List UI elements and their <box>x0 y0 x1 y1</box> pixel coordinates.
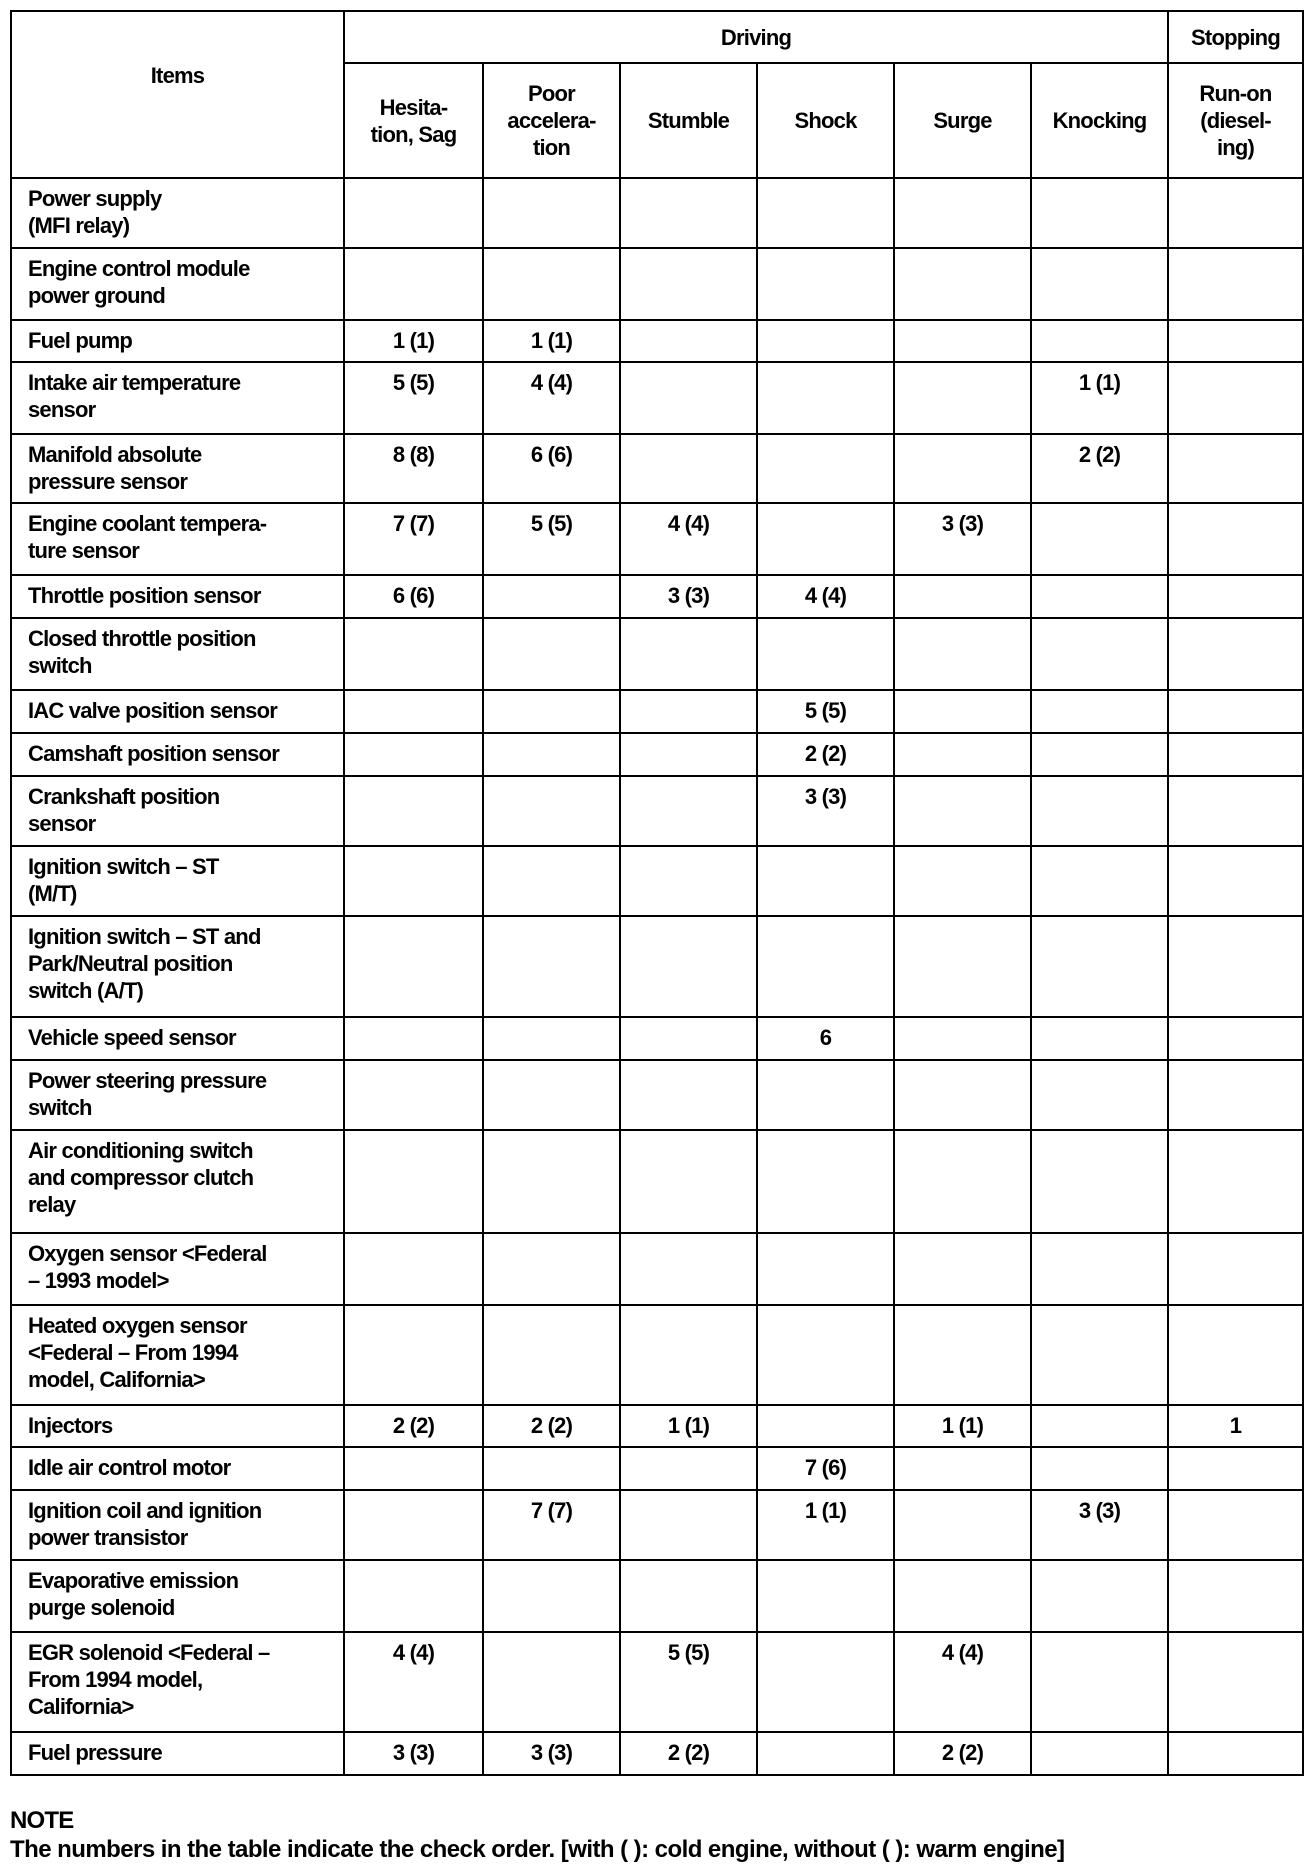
check-order-cell: 4 (4) <box>757 575 894 618</box>
check-order-cell <box>757 503 894 575</box>
table-row <box>11 618 1303 690</box>
check-order-cell: 7 (6) <box>757 1447 894 1490</box>
column-header-line: Poor <box>528 81 575 106</box>
check-order-cell: 6 <box>757 1017 894 1060</box>
item-label <box>11 1732 344 1775</box>
check-order-cell <box>620 362 757 434</box>
item-label-line: sensor <box>28 397 96 422</box>
check-order-cell: 1 (1) <box>344 320 483 362</box>
check-order-cell <box>1168 733 1303 776</box>
item-label-line: switch (A/T) <box>28 978 144 1003</box>
item-label-line: Engine control module <box>28 256 250 281</box>
check-order-cell <box>1168 1017 1303 1060</box>
item-label-line: switch <box>28 1095 92 1120</box>
item-label <box>11 1632 344 1732</box>
check-order-cell <box>1031 178 1168 248</box>
item-label-line: From 1994 model, <box>28 1667 203 1692</box>
check-order-cell <box>344 733 483 776</box>
check-order-cell <box>1031 916 1168 1017</box>
check-order-cell <box>894 1233 1031 1305</box>
check-order-cell <box>1168 618 1303 690</box>
item-label-line: Evaporative emission <box>28 1568 239 1593</box>
check-order-cell: 2 (2) <box>894 1732 1031 1775</box>
check-order-cell <box>1031 776 1168 846</box>
column-header-line: Run-on <box>1199 81 1272 106</box>
table-row <box>11 1447 1303 1490</box>
check-order-cell <box>1031 1060 1168 1130</box>
item-label-line: relay <box>28 1192 76 1217</box>
check-order-cell <box>1031 320 1168 362</box>
column-header-line: Stumble <box>647 108 730 133</box>
check-order-cell <box>757 178 894 248</box>
table-row <box>11 690 1303 733</box>
note-title: NOTE <box>10 1807 74 1834</box>
column-header-line: ing) <box>1216 135 1255 160</box>
check-order-cell <box>894 690 1031 733</box>
item-label-line: – 1993 model> <box>28 1268 169 1293</box>
item-label-line: Engine coolant tempera- <box>28 511 267 536</box>
item-label <box>11 1405 344 1447</box>
table-row <box>11 733 1303 776</box>
item-label-line: (MFI relay) <box>28 213 130 238</box>
table-row <box>11 1130 1303 1233</box>
item-label <box>11 846 344 916</box>
item-label-line: Fuel pressure <box>28 1740 162 1765</box>
check-order-cell: 5 (5) <box>344 362 483 434</box>
item-label-line: Ignition switch – ST <box>28 854 219 879</box>
check-order-cell <box>483 1560 620 1632</box>
check-order-cell <box>757 916 894 1017</box>
column-header-line: Hesita- <box>379 94 448 120</box>
check-order-cell: 2 (2) <box>1031 434 1168 503</box>
check-order-cell <box>620 1490 757 1560</box>
check-order-cell <box>757 846 894 916</box>
check-order-cell <box>894 1305 1031 1405</box>
table-row <box>11 1560 1303 1632</box>
check-order-cell <box>894 1447 1031 1490</box>
check-order-cell <box>483 1305 620 1405</box>
check-order-cell <box>1168 1447 1303 1490</box>
check-order-cell <box>1031 1233 1168 1305</box>
column-header <box>757 63 894 178</box>
check-order-cell: 3 (3) <box>757 776 894 846</box>
item-label-line: purge solenoid <box>28 1595 175 1620</box>
check-order-cell <box>1168 503 1303 575</box>
table-row <box>11 776 1303 846</box>
check-order-cell <box>1031 1560 1168 1632</box>
check-order-cell <box>1031 1305 1168 1405</box>
check-order-cell: 8 (8) <box>344 434 483 503</box>
check-order-cell <box>894 916 1031 1017</box>
check-order-cell <box>1031 733 1168 776</box>
item-label-line: Park/Neutral position <box>28 951 233 976</box>
table-row <box>11 1305 1303 1405</box>
check-order-cell <box>483 1447 620 1490</box>
check-order-cell <box>344 1305 483 1405</box>
column-header-line: Shock <box>794 108 857 133</box>
column-header-line: tion <box>532 135 571 160</box>
check-order-cell <box>1031 846 1168 916</box>
check-order-cell <box>344 1130 483 1233</box>
check-order-cell <box>483 1130 620 1233</box>
check-order-cell: 1 (1) <box>483 320 620 362</box>
check-order-cell <box>483 618 620 690</box>
header-items: Items <box>11 11 344 178</box>
check-order-cell <box>894 1017 1031 1060</box>
column-header <box>1031 63 1168 178</box>
column-header <box>344 63 483 178</box>
check-order-cell <box>620 733 757 776</box>
check-order-cell <box>757 320 894 362</box>
item-label <box>11 916 344 1017</box>
check-order-cell <box>1168 1130 1303 1233</box>
table-row <box>11 178 1303 248</box>
check-order-cell <box>894 1490 1031 1560</box>
check-order-cell <box>1031 618 1168 690</box>
check-order-cell <box>620 1017 757 1060</box>
column-header-line: Knocking <box>1052 108 1147 133</box>
check-order-cell: 6 (6) <box>344 575 483 618</box>
item-label <box>11 362 344 434</box>
item-label-line: power transistor <box>28 1525 188 1550</box>
item-label <box>11 1447 344 1490</box>
check-order-cell <box>757 1060 894 1130</box>
check-order-cell <box>1031 690 1168 733</box>
item-label <box>11 503 344 575</box>
check-order-cell: 5 (5) <box>483 503 620 575</box>
check-order-cell <box>620 1233 757 1305</box>
check-order-cell: 3 (3) <box>344 1732 483 1775</box>
check-order-cell <box>620 1560 757 1632</box>
check-order-cell <box>483 916 620 1017</box>
check-order-cell <box>1168 1060 1303 1130</box>
check-order-cell <box>1031 575 1168 618</box>
note <box>10 1806 1064 1864</box>
check-order-cell <box>620 1130 757 1233</box>
check-order-cell: 7 (7) <box>344 503 483 575</box>
item-label-line: model, California> <box>28 1367 205 1392</box>
item-label <box>11 733 344 776</box>
check-order-cell <box>620 1060 757 1130</box>
table-row <box>11 575 1303 618</box>
item-label-line: ture sensor <box>28 538 140 563</box>
column-header-line: tion, Sag <box>370 121 457 147</box>
check-order-cell: 3 (3) <box>620 575 757 618</box>
check-order-cell <box>1168 178 1303 248</box>
check-order-cell <box>483 1060 620 1130</box>
check-order-cell <box>1031 1632 1168 1732</box>
check-order-cell: 4 (4) <box>894 1632 1031 1732</box>
check-order-cell: 3 (3) <box>1031 1490 1168 1560</box>
item-label <box>11 690 344 733</box>
check-order-cell <box>1168 320 1303 362</box>
check-order-cell <box>894 248 1031 320</box>
item-label <box>11 575 344 618</box>
check-order-cell <box>894 1060 1031 1130</box>
check-order-cell <box>894 320 1031 362</box>
check-order-cell: 4 (4) <box>483 362 620 434</box>
check-order-cell <box>344 248 483 320</box>
item-label-line: Throttle position sensor <box>28 583 261 608</box>
item-label-line: Intake air temperature <box>28 370 241 395</box>
header-group-driving: Driving <box>344 11 1168 63</box>
item-label-line: power ground <box>28 283 166 308</box>
column-header <box>894 63 1031 178</box>
check-order-cell <box>620 618 757 690</box>
check-order-cell <box>344 178 483 248</box>
check-order-cell <box>620 248 757 320</box>
check-order-cell <box>344 1490 483 1560</box>
check-order-cell <box>894 575 1031 618</box>
check-order-cell: 2 (2) <box>620 1732 757 1775</box>
check-order-cell <box>1168 362 1303 434</box>
item-label-line: <Federal – From 1994 <box>28 1340 238 1365</box>
item-label-line: Power supply <box>28 186 162 211</box>
check-order-cell <box>1168 1305 1303 1405</box>
check-order-cell: 6 (6) <box>483 434 620 503</box>
item-label-line: Heated oxygen sensor <box>28 1313 247 1338</box>
item-label-line: Injectors <box>28 1413 113 1438</box>
check-order-cell <box>483 248 620 320</box>
item-label-line: Power steering pressure <box>28 1068 267 1093</box>
check-order-cell: 1 (1) <box>757 1490 894 1560</box>
item-label <box>11 434 344 503</box>
table-row <box>11 1632 1303 1732</box>
check-order-cell <box>483 846 620 916</box>
item-label-line: Air conditioning switch <box>28 1138 253 1163</box>
item-label-line: Manifold absolute <box>28 442 202 467</box>
check-order-cell <box>483 690 620 733</box>
check-order-cell: 3 (3) <box>894 503 1031 575</box>
check-order-cell <box>894 1560 1031 1632</box>
check-order-cell <box>344 916 483 1017</box>
item-label <box>11 1130 344 1233</box>
check-order-cell: 5 (5) <box>620 1632 757 1732</box>
item-label <box>11 178 344 248</box>
item-label <box>11 1060 344 1130</box>
check-order-cell <box>1168 434 1303 503</box>
item-label <box>11 1490 344 1560</box>
check-order-cell <box>620 178 757 248</box>
check-order-cell <box>894 178 1031 248</box>
check-order-cell: 1 (1) <box>620 1405 757 1447</box>
check-order-cell <box>483 178 620 248</box>
item-label-line: Vehicle speed sensor <box>28 1025 236 1050</box>
item-label-line: pressure sensor <box>28 469 188 494</box>
check-order-cell <box>483 733 620 776</box>
check-order-cell <box>344 618 483 690</box>
column-header <box>1168 63 1303 178</box>
check-order-cell <box>757 1130 894 1233</box>
check-order-cell <box>1031 1732 1168 1775</box>
check-order-cell <box>757 434 894 503</box>
check-order-cell <box>894 733 1031 776</box>
column-header <box>620 63 757 178</box>
check-order-cell: 3 (3) <box>483 1732 620 1775</box>
check-order-cell: 1 (1) <box>1031 362 1168 434</box>
table-row <box>11 1017 1303 1060</box>
check-order-cell <box>1168 776 1303 846</box>
item-label <box>11 1017 344 1060</box>
check-order-cell <box>757 362 894 434</box>
item-label-line: Ignition switch – ST and <box>28 924 261 949</box>
item-label-line: (M/T) <box>28 881 77 906</box>
check-order-cell <box>344 1447 483 1490</box>
item-label <box>11 320 344 362</box>
item-label-line: Ignition coil and ignition <box>28 1498 262 1523</box>
check-order-cell <box>757 1233 894 1305</box>
check-order-cell <box>757 248 894 320</box>
check-order-cell <box>620 434 757 503</box>
check-order-cell <box>483 1017 620 1060</box>
check-order-cell: 5 (5) <box>757 690 894 733</box>
check-order-cell <box>620 320 757 362</box>
check-order-cell: 2 (2) <box>757 733 894 776</box>
check-order-cell: 4 (4) <box>344 1632 483 1732</box>
check-order-cell <box>1031 248 1168 320</box>
check-order-cell <box>894 434 1031 503</box>
item-label-line: IAC valve position sensor <box>28 698 277 723</box>
check-order-cell <box>620 846 757 916</box>
check-order-cell <box>1168 248 1303 320</box>
item-label <box>11 618 344 690</box>
check-order-cell <box>344 1560 483 1632</box>
check-order-cell <box>757 618 894 690</box>
check-order-cell: 2 (2) <box>344 1405 483 1447</box>
table-row <box>11 1405 1303 1447</box>
table-row <box>11 320 1303 362</box>
item-label <box>11 776 344 846</box>
header-group-stopping: Stopping <box>1168 11 1303 63</box>
check-order-cell <box>757 1405 894 1447</box>
item-label <box>11 248 344 320</box>
check-order-cell <box>483 1632 620 1732</box>
check-order-cell: 1 (1) <box>894 1405 1031 1447</box>
item-label-line: EGR solenoid <Federal – <box>28 1640 270 1665</box>
note-text: The numbers in the table indicate the check order. [with ( ): cold engine, without ( ): warm engine] <box>10 1836 1065 1863</box>
check-order-cell <box>344 690 483 733</box>
item-label-line: and compressor clutch <box>28 1165 254 1190</box>
check-order-cell <box>344 776 483 846</box>
check-order-cell <box>757 1305 894 1405</box>
check-order-cell <box>1031 503 1168 575</box>
check-order-cell <box>894 776 1031 846</box>
check-order-cell <box>483 575 620 618</box>
table-row <box>11 362 1303 434</box>
item-label <box>11 1305 344 1405</box>
check-order-cell <box>1168 846 1303 916</box>
check-order-cell <box>1168 1632 1303 1732</box>
column-header-line: Surge <box>933 108 992 133</box>
item-label <box>11 1233 344 1305</box>
check-order-cell <box>757 1560 894 1632</box>
item-label-line: switch <box>28 653 92 678</box>
check-order-cell <box>344 1060 483 1130</box>
column-header-line: (diesel- <box>1200 108 1271 133</box>
item-label-line: Camshaft position sensor <box>28 741 279 766</box>
column-header <box>483 63 620 178</box>
table-row <box>11 916 1303 1017</box>
check-order-cell <box>1168 1560 1303 1632</box>
item-label <box>11 1560 344 1632</box>
item-label-line: Fuel pump <box>28 328 133 353</box>
check-order-cell <box>1168 575 1303 618</box>
check-order-cell <box>1168 1490 1303 1560</box>
check-order-cell <box>1168 1732 1303 1775</box>
check-order-cell <box>757 1632 894 1732</box>
table-row <box>11 503 1303 575</box>
check-order-cell <box>894 846 1031 916</box>
check-order-cell <box>757 1732 894 1775</box>
check-order-cell <box>1168 690 1303 733</box>
item-label-line: Idle air control motor <box>28 1455 231 1480</box>
check-order-cell <box>620 1447 757 1490</box>
item-label-line: sensor <box>28 811 96 836</box>
column-header-line: accelera- <box>507 108 596 133</box>
check-order-cell <box>620 1305 757 1405</box>
diagnosis-table <box>10 10 1304 1776</box>
check-order-cell <box>1031 1130 1168 1233</box>
check-order-cell <box>344 846 483 916</box>
check-order-cell: 1 <box>1168 1405 1303 1447</box>
check-order-cell <box>1168 1233 1303 1305</box>
item-label-line: Crankshaft position <box>28 784 220 809</box>
check-order-cell: 4 (4) <box>620 503 757 575</box>
check-order-cell <box>1031 1405 1168 1447</box>
check-order-cell: 7 (7) <box>483 1490 620 1560</box>
item-label-line: California> <box>28 1694 134 1719</box>
check-order-cell <box>894 362 1031 434</box>
check-order-cell <box>1031 1017 1168 1060</box>
table-row <box>11 434 1303 503</box>
table-row <box>11 846 1303 916</box>
table-row <box>11 248 1303 320</box>
check-order-cell <box>620 916 757 1017</box>
check-order-cell <box>1031 1447 1168 1490</box>
check-order-cell <box>894 618 1031 690</box>
check-order-cell <box>1168 916 1303 1017</box>
check-order-cell <box>483 1233 620 1305</box>
table-row <box>11 1233 1303 1305</box>
check-order-cell <box>483 776 620 846</box>
check-order-cell <box>894 1130 1031 1233</box>
item-label-line: Closed throttle position <box>28 626 256 651</box>
check-order-cell <box>344 1233 483 1305</box>
check-order-cell: 2 (2) <box>483 1405 620 1447</box>
check-order-cell <box>344 1017 483 1060</box>
table-row <box>11 1732 1303 1775</box>
table-row <box>11 1060 1303 1130</box>
check-order-cell <box>620 690 757 733</box>
table-row <box>11 1490 1303 1560</box>
item-label-line: Oxygen sensor <Federal <box>28 1241 267 1266</box>
check-order-cell <box>620 776 757 846</box>
